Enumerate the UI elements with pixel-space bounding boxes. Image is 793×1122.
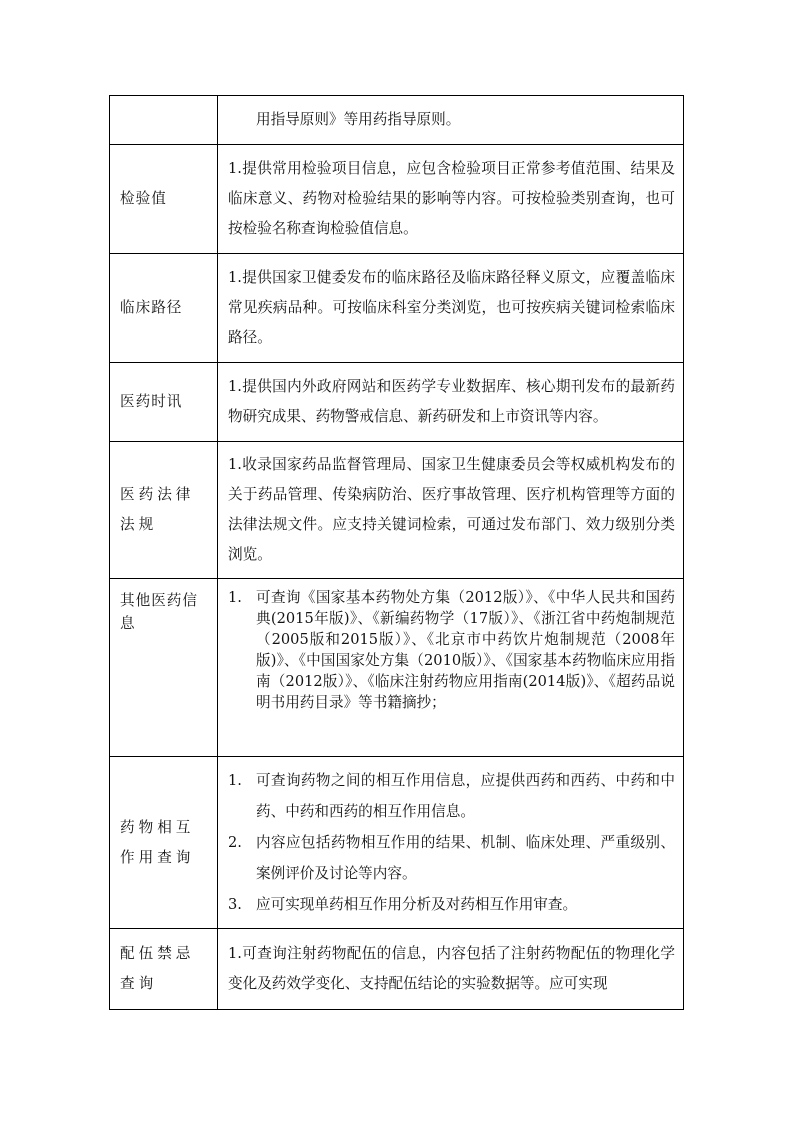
table-row <box>110 929 684 1010</box>
row-content <box>218 96 684 145</box>
table-row <box>110 254 684 363</box>
list-number: 1. <box>228 772 242 789</box>
table-row <box>110 363 684 442</box>
content-text: 1.收录国家药品监督管理局、国家卫生健康委员会等权威机构发布的关于药品管理、传染病防治、医疗事故管理、医疗机构管理等方面的法律法规文件。应支持关键词检索，可通过发布部门、效力级别分类浏览。 <box>228 456 675 563</box>
row-label: 临床路径 <box>110 254 218 363</box>
row-content <box>218 442 684 579</box>
content-text: 1.提供国家卫健委发布的临床路径及临床路径释义原文，应覆盖临床常见疾病品种。可按临床科室分类浏览，也可按疾病关键词检索临床路径。 <box>228 269 675 346</box>
row-label: 其他医药信息 <box>110 579 218 757</box>
list-item <box>228 889 675 920</box>
row-label: 药物相互作用查询 <box>110 757 218 929</box>
row-content <box>218 254 684 363</box>
row-content <box>218 757 684 929</box>
content-text: 用指导原则》等用药指导原则。 <box>256 111 461 128</box>
list-number: 2. <box>228 834 242 851</box>
table-row <box>110 145 684 254</box>
row-content <box>218 929 684 1010</box>
list-text: 可查询《国家基本药物处方集（2012版）》、《中华人民共和国药典(2015年版)》、《新编药物学（17版）》、《浙江省中药炮制规范（2005版和2015版）》、《北京市中药饮片炮制规范（2008年版)》、《中国国家处方集（2010版）》、《国家基本药物临床应用指南（2012版）》、《临床注射药物应用指南(2014版)》、《超药品说明书用药目录》等书籍摘抄； <box>256 589 675 711</box>
table-row <box>110 579 684 757</box>
row-content <box>218 145 684 254</box>
table-row <box>110 96 684 145</box>
list-text: 可查询药物之间的相互作用信息，应提供西药和西药、中药和中药、中药和西药的相互作用信息。 <box>256 772 675 820</box>
row-content <box>218 579 684 757</box>
list-text: 内容应包括药物相互作用的结果、机制、临床处理、严重级别、案例评价及讨论等内容。 <box>256 834 675 882</box>
content-text: 1.可查询注射药物配伍的信息，内容包括了注射药物配伍的物理化学变化及药效学变化、支持配伍结论的实验数据等。应可实现 <box>228 945 675 992</box>
row-content <box>218 363 684 442</box>
list-item <box>228 765 675 827</box>
list-text: 应可实现单药相互作用分析及对药相互作用审查。 <box>256 896 578 913</box>
row-label: 医药法律法规 <box>110 442 218 579</box>
spec-table <box>109 95 684 1010</box>
row-label: 配伍禁忌查询 <box>110 929 218 1010</box>
table-row <box>110 757 684 929</box>
row-label <box>110 96 218 145</box>
row-label: 检验值 <box>110 145 218 254</box>
row-label: 医药时讯 <box>110 363 218 442</box>
table-row <box>110 442 684 579</box>
list-item <box>228 827 675 889</box>
list-number: 1. <box>228 589 242 606</box>
list-number: 3. <box>228 896 242 913</box>
list-item <box>228 587 675 713</box>
content-text: 1.提供国内外政府网站和医药学专业数据库、核心期刊发布的最新药物研究成果、药物警戒信息、新药研发和上市资讯等内容。 <box>228 378 675 425</box>
content-text: 1.提供常用检验项目信息，应包含检验项目正常参考值范围、结果及临床意义、药物对检验结果的影响等内容。可按检验类别查询，也可按检验名称查询检验值信息。 <box>228 160 675 237</box>
